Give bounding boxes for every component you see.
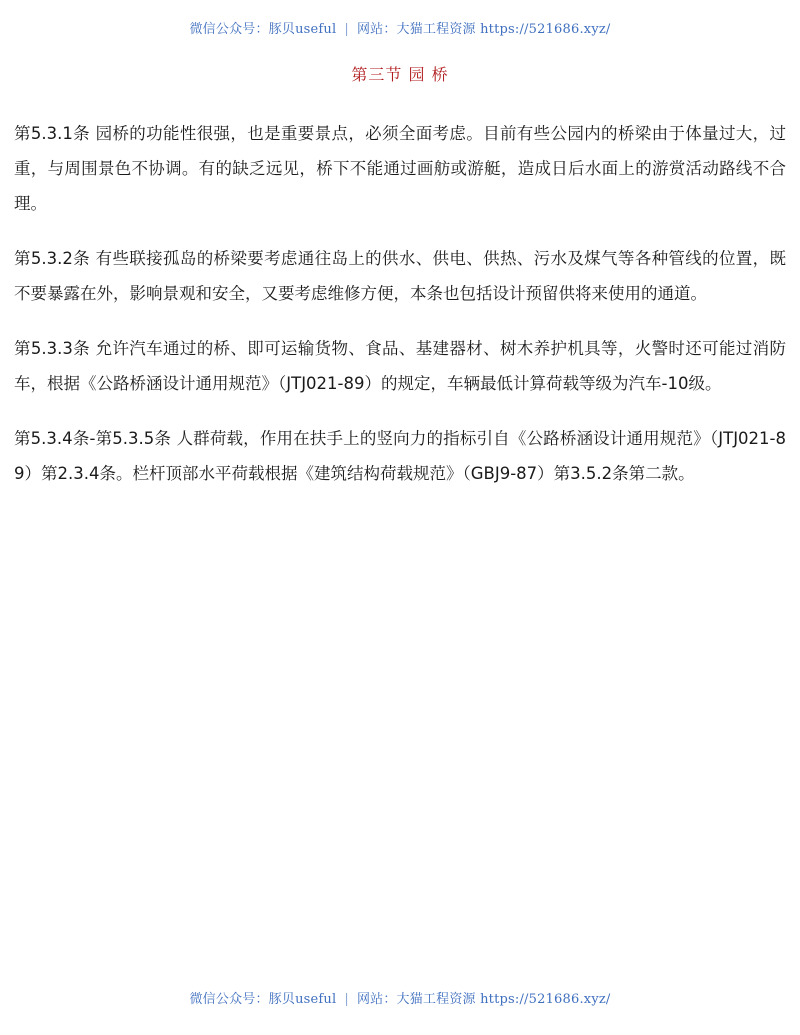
watermark-separator: | xyxy=(344,992,349,1007)
watermark-separator: | xyxy=(344,22,349,37)
watermark-account: 微信公众号：豚贝useful xyxy=(189,22,337,37)
footer-watermark xyxy=(0,988,800,1007)
clause-5-3-4-5: 第5.3.4条-第5.3.5条 人群荷载，作用在扶手上的竖向力的指标引自《公路桥涵设计通用规范》（JTJ021-89）第2.3.4条。栏杆顶部水平荷载根据《建筑结构荷载规范》（GBJ9-87）第3.5.2条第二款。 xyxy=(14,429,786,483)
watermark-site: 网站：大猫工程资源 https://521686.xyz/ xyxy=(356,992,611,1007)
clause-5-3-1: 第5.3.1条 园桥的功能性很强，也是重要景点，必须全面考虑。目前有些公园内的桥梁由于体量过大，过重，与周围景色不协调。有的缺乏远见，桥下不能通过画舫或游艇，造成日后水面上的游赏活动路线不合理。 xyxy=(14,124,786,213)
watermark-account: 微信公众号：豚贝useful xyxy=(189,992,337,1007)
document-body xyxy=(14,116,786,511)
header-watermark xyxy=(0,18,800,37)
clause-5-3-2: 第5.3.2条 有些联接孤岛的桥梁要考虑通往岛上的供水、供电、供热、污水及煤气等各种管线的位置，既不要暴露在外，影响景观和安全，又要考虑维修方便，本条也包括设计预留供将来使用的通道。 xyxy=(14,249,786,303)
section-title: 第三节 园 桥 xyxy=(351,65,449,84)
clause-5-3-3: 第5.3.3条 允许汽车通过的桥、即可运输货物、食品、基建器材、树木养护机具等，火警时还可能过消防车，根据《公路桥涵设计通用规范》（JTJ021-89）的规定，车辆最低计算荷载等级为汽车-10级。 xyxy=(14,339,786,393)
watermark-site: 网站：大猫工程资源 https://521686.xyz/ xyxy=(356,22,611,37)
